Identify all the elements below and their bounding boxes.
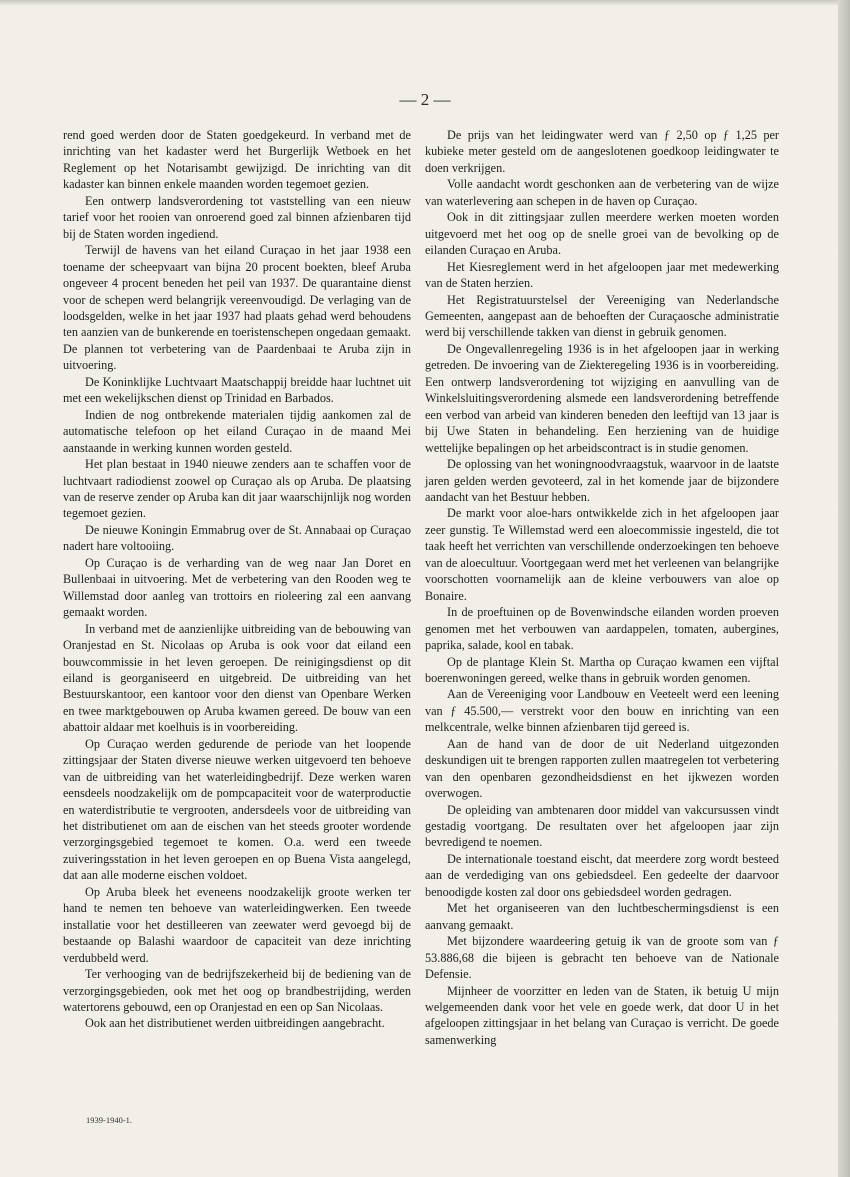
paragraph: Op Curaçao werden gedurende de periode van het loopende zittingsjaar der Staten diverse nieuwe werken uitgevoerd ten behoeve van de uitbreiding van het waterleidingbedrijf. Deze werken waren eensdeels noodzakelijk om de pompcapaciteit voor de waterproductie en waterdistributie te vergrooten, andersdeels voor de uitbreiding van het distributienet om aan de eischen van het steeds grooter wordende verzorgingsgebied tegemoet te komen. O.a. werd een tweede zuiveringsstation in het leven geroepen en op Buena Vista aangelegd, dat aan alle moderne eischen voldoet. bbox=[63, 736, 411, 883]
paragraph: In de proeftuinen op de Bovenwindsche eilanden worden proeven genomen met het verbouwen van aardappelen, tomaten, aubergines, paprika, salade, kool en tabak. bbox=[425, 605, 779, 653]
paragraph: In verband met de aanzienlijke uitbreiding van de bebouwing van Oranjestad en St. Nicolaas op Aruba is ook voor dat eiland een bouwcommissie in het leven geroepen. De reinigingsdienst op dit eiland is georganiseerd en uitgebreid. De uitbreiding van het Bestuurskantoor, een kantoor voor den dienst van Openbare Werken en twee marktgebouwen op Aruba kwamen gereed. De bouw van een abattoir aldaar met koelhuis is in voorbereiding. bbox=[63, 621, 411, 735]
paragraph: Op Curaçao is de verharding van de weg naar Jan Doret en Bullenbaai in uitvoering. Met de verbetering van den Rooden weg te Willemstad door aanleg van trottoirs en rioleering zal een aanvang gemaakt worden. bbox=[63, 555, 411, 620]
paragraph: De nieuwe Koningin Emmabrug over de St. Annabaai op Curaçao nadert hare voltooiing. bbox=[63, 522, 411, 554]
paragraph: Ook in dit zittingsjaar zullen meerdere werken moeten worden uitgevoerd met het oog op de snelle groei van de bevolking op de eilanden Curaçao en Aruba. bbox=[425, 210, 779, 258]
paragraph: Op de plantage Klein St. Martha op Curaçao kwamen een vijftal boerenwoningen gereed, welke thans in gebruik worden genomen. bbox=[425, 654, 779, 685]
paragraph: De markt voor aloe-hars ontwikkelde zich in het afgeloopen jaar zeer gunstig. Te Willemstad werd een aloecommissie ingesteld, die tot taak heeft het verrichten van verschillende onderzoekingen ten behoeve van de aloecultuur. Voortgegaan werd met het verleenen van belangrijke voorschotten voornamelijk aan de kleine verbouwers van aloe op Bonaire. bbox=[425, 506, 779, 603]
paragraph: De oplossing van het woningnoodvraagstuk, waarvoor in de laatste jaren gelden werden gevoteerd, zal in het komende jaar de bijzondere aandacht van het Bestuur hebben. bbox=[425, 457, 779, 504]
paragraph: Het plan bestaat in 1940 nieuwe zenders aan te schaffen voor de luchtvaart radiodienst zoowel op Curaçao als op Aruba. De plaatsing van de reserve zender op Aruba kan dit jaar waarschijnlijk nog worden tegemoet gezien. bbox=[63, 457, 411, 521]
paragraph: De prijs van het leidingwater werd van ƒ 2,50 op ƒ 1,25 per kubieke meter gesteld om de aangeslotenen goedkoop leidingwater te doen verkrijgen. bbox=[425, 128, 779, 175]
paragraph: De Koninklijke Luchtvaart Maatschappij breidde haar luchtnet uit met een wekelijkschen dienst op Trinidad en Barbados. bbox=[63, 374, 411, 406]
paragraph: Mijnheer de voorzitter en leden van de Staten, ik betuig U mijn welgemeenden dank voor het vele en goede werk, dat door U in het afgeloopen zittingsjaar in het belang van Curaçao is verricht. De goede samenwerking bbox=[425, 983, 779, 1047]
paragraph: Op Aruba bleek het eveneens noodzakelijk groote werken ter hand te nemen ten behoeve van waterleidingwerken. Een tweede installatie voor het destilleeren van zeewater werd gevoegd bij de bestaande op Balashi waardoor de capaciteit van deze inrichting verdubbeld werd. bbox=[63, 884, 411, 965]
paragraph: Met bijzondere waardeering getuig ik van de groote som van ƒ 53.886,68 die bijeen is gebracht ten behoeve van de Nationale Defensie. bbox=[425, 934, 779, 982]
paragraph: Het Registratuurstelsel der Vereeniging van Nederlandsche Gemeenten, aangepast aan de behoeften der Curaçaosche administratie werd bij verschillende takken van dienst in gebruik genomen. bbox=[425, 292, 779, 340]
paragraph: rend goed werden door de Staten goedgekeurd. In verband met de inrichting van het kadaster werd het Burgerlijk Wetboek en het Reglement op het Notarisambt gewijzigd. De inrichting van dit kadaster kan binnen enkele maanden worden tegemoet gezien. bbox=[63, 128, 411, 192]
paragraph: Indien de nog ontbrekende materialen tijdig aankomen zal de automatische telefoon op het eiland Curaçao in de maand Mei aanstaande in werking kunnen worden gesteld. bbox=[63, 407, 411, 455]
paragraph: Het Kiesreglement werd in het afgeloopen jaar met medewerking van de Staten herzien. bbox=[425, 259, 779, 291]
paragraph: De internationale toestand eischt, dat meerdere zorg wordt besteed aan de verdediging van ons gebiedsdeel. Een gedeelte der daarvoor benoodigde kosten zal door ons gebiedsdeel worden gedragen. bbox=[425, 851, 779, 899]
page-number: — 2 — bbox=[399, 90, 451, 109]
paragraph: Ter verhooging van de bedrijfszekerheid bij de bediening van de verzorgingsgebieden, ook met het oog op brandbestrijding, werden watertorens gebouwd, een op Oranjestad en een op San Nicolaas. bbox=[63, 967, 411, 1015]
paragraph: De Ongevallenregeling 1936 is in het afgeloopen jaar in werking getreden. De invoering van de Ziekteregeling 1936 is in voorbereiding. Een ontwerp landsverordening tot wijziging en aanvulling van de Winkelsluitingsverordening alsmede een landsverordening betreffende een verbod van arbeid van kinderen beneden den leeftijd van 13 jaar is bij Uwe Staten in behandeling. Een herziening van de huidige wettelijke bepalingen op het arbeidscontract is in studie genomen. bbox=[425, 341, 779, 455]
paragraph: Ook aan het distributienet werden uitbreidingen aangebracht. bbox=[85, 1016, 385, 1031]
left-column bbox=[63, 127, 411, 1032]
page-right-edge bbox=[838, 0, 850, 1177]
right-column bbox=[425, 127, 779, 1048]
paragraph: Aan de Vereeniging voor Landbouw en Veeteelt werd een leening van ƒ 45.500,— verstrekt voor den bouw en inrichting van een melkcentrale, welke binnen afzienbaren tijd gereed is. bbox=[425, 687, 779, 735]
paragraph: De opleiding van ambtenaren door middel van vakcursussen vindt gestadig voortgang. De resultaten over het afgeloopen jaar zijn bevredigend te noemen. bbox=[425, 802, 779, 850]
paragraph: Terwijl de havens van het eiland Curaçao in het jaar 1938 een toename der scheepvaart van bijna 20 procent boekten, bleef Aruba ongeveer 4 procent beneden het peil van 1937. De quarantaine dienst voor de schepen werd belangrijk vereenvoudigd. De verlaging van de loodsgelden, welke in het jaar 1937 had plaats gehad werd behoudens ten aanzien van de bunkerende en toeristenschepen ongedaan gemaakt. De plannen tot verbetering van de Paardenbaai te Aruba zijn in uitvoering. bbox=[63, 243, 411, 373]
page-top-edge bbox=[0, 0, 850, 6]
paragraph: Met het organiseeren van den luchtbeschermingsdienst is een aanvang gemaakt. bbox=[425, 901, 779, 932]
paragraph: Aan de hand van de door de uit Nederland uitgezonden deskundigen uit te brengen rapporten zullen maatregelen tot verbetering van den openbaren gezondheidsdienst en het ijkwezen worden overwogen. bbox=[425, 736, 779, 801]
paragraph: Een ontwerp landsverordening tot vaststelling van een nieuw tarief voor het rooien van onroerend goed zal binnen afzienbaren tijd bij de Staten worden ingediend. bbox=[63, 193, 411, 241]
paragraph: Volle aandacht wordt geschonken aan de verbetering van de wijze van waterlevering aan schepen in de haven op Curaçao. bbox=[425, 177, 779, 208]
footnote-document-code: 1939-1940-1. bbox=[86, 1115, 133, 1125]
